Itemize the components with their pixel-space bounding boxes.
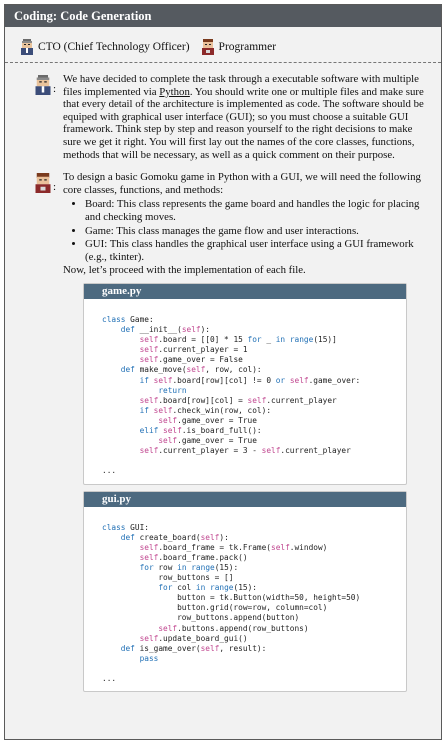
role-cto-label: CTO (Chief Technology Officer) (38, 40, 190, 53)
role-legend (5, 31, 441, 63)
cto-avatar-icon (33, 73, 53, 97)
role-cto (19, 38, 190, 56)
programmer-avatar-icon (33, 171, 53, 195)
speaker-colon: : (53, 83, 57, 95)
cto-message (5, 73, 441, 161)
list-item: • GUI: This class handles the graphical user interface using a GUI framework (e.g., tkinter). (85, 238, 427, 263)
cto-avatar-icon (19, 38, 35, 56)
code-content: class Game: def __init__(self): self.board = [[0] * 15 for _ in range(15)] self.current_player = 1 self.game_over = False def make_move(self, row, col): if self.board[row][col] != 0 or self.game_over: return self.board[row][col] = self.current_player if self.check_win(row, col): self.game_over = True elif self.is_board_full(): self.game_over = True self.current_player = 3 - self.current_player ... (102, 315, 361, 476)
programmer-outro: Now, let’s proceed with the implementation of each file. (63, 264, 306, 277)
class-list (63, 198, 427, 263)
role-programmer-label: Programmer (218, 40, 277, 53)
role-programmer (200, 38, 276, 56)
code-filename: game.py (84, 284, 406, 299)
programmer-avatar-icon (200, 38, 216, 56)
list-item: • Board: This class represents the game board and handles the logic for placing and checking moves. (85, 198, 427, 223)
list-item: • Game: This class manages the game flow and user interactions. (85, 225, 427, 238)
cto-message-text: We have decided to complete the task through a executable software with multiple files implemented via Python. You should write one or multiple files and make sure that every detail of the architecture is implemented as code. The software should be equiped with graphical user interface (GUI); so you must choose a suitable GUI framework. Think step by step and reason yourself to the right decisions to make sure we get it right. You will first lay out the names of the core classes, functions, methods that will be necessary, as well as a quick comment on their purpose. (63, 73, 424, 161)
code-block (83, 283, 407, 485)
python-link: Python (159, 85, 190, 98)
code-block (83, 491, 407, 693)
programmer-message (5, 171, 441, 692)
code-filename: gui.py (84, 492, 406, 507)
code-content: class GUI: def create_board(self): self.board_frame = tk.Frame(self.window) self.board_frame.pack() for row in range(15): row_buttons = [] for col in range(15): button = tk.Button(width=50, height=50) button.grid(row=row, column=col) row_buttons.append(button) self.buttons.append(row_buttons) self.update_board_gui() def is_game_over(self, result): pass ... (102, 522, 361, 683)
speaker-colon: : (53, 181, 57, 194)
panel-title: Coding: Code Generation (5, 5, 441, 27)
programmer-intro: To design a basic Gomoku game in Python with a GUI, we will need the following core classes, functions, and methods: (63, 171, 421, 196)
chat-panel (4, 4, 442, 740)
